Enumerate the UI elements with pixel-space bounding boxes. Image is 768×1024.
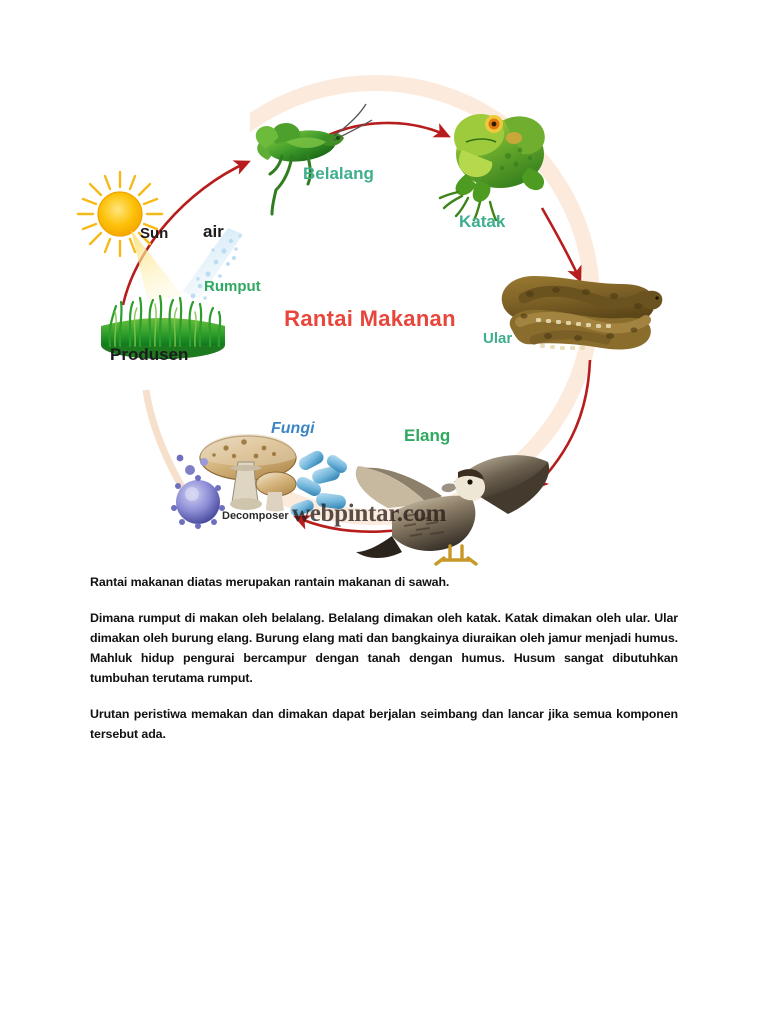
decomposer-illustration xyxy=(0,40,768,570)
label-sun: Sun xyxy=(140,225,169,242)
label-fungi: Fungi xyxy=(271,420,315,437)
label-decomposer: Decomposer xyxy=(222,510,289,522)
label-produsen: Produsen xyxy=(110,345,189,364)
diagram-center-title: Rantai Makanan xyxy=(284,306,456,331)
paragraph-2: Dimana rumput di makan oleh belalang. Belalang dimakan oleh katak. Katak dimakan oleh ular. Ular dimakan oleh burung elang. Burung elang mati dan bangkainya diuraikan oleh jamur menjadi humus. Mahluk hidup pengurai bercampur dengan tanah dengan humus. Husum sangat dibutuhkan tumbuhan terutama rumput. xyxy=(90,611,678,685)
paragraph-1: Rantai makanan diatas merupakan rantain makanan di sawah. xyxy=(90,575,450,589)
food-chain-diagram xyxy=(0,40,768,570)
label-elang: Elang xyxy=(404,426,451,445)
label-katak: Katak xyxy=(459,212,506,231)
watermark: webpintar.com xyxy=(292,500,447,527)
label-air: air xyxy=(203,222,224,241)
label-ular: Ular xyxy=(483,330,513,347)
label-belalang: Belalang xyxy=(303,164,374,183)
paragraph-3: Urutan peristiwa memakan dan dimakan dapat berjalan seimbang dan lancar jika semua komponen tersebut ada. xyxy=(90,707,678,741)
article-body xyxy=(90,572,678,760)
label-rumput: Rumput xyxy=(204,278,261,295)
